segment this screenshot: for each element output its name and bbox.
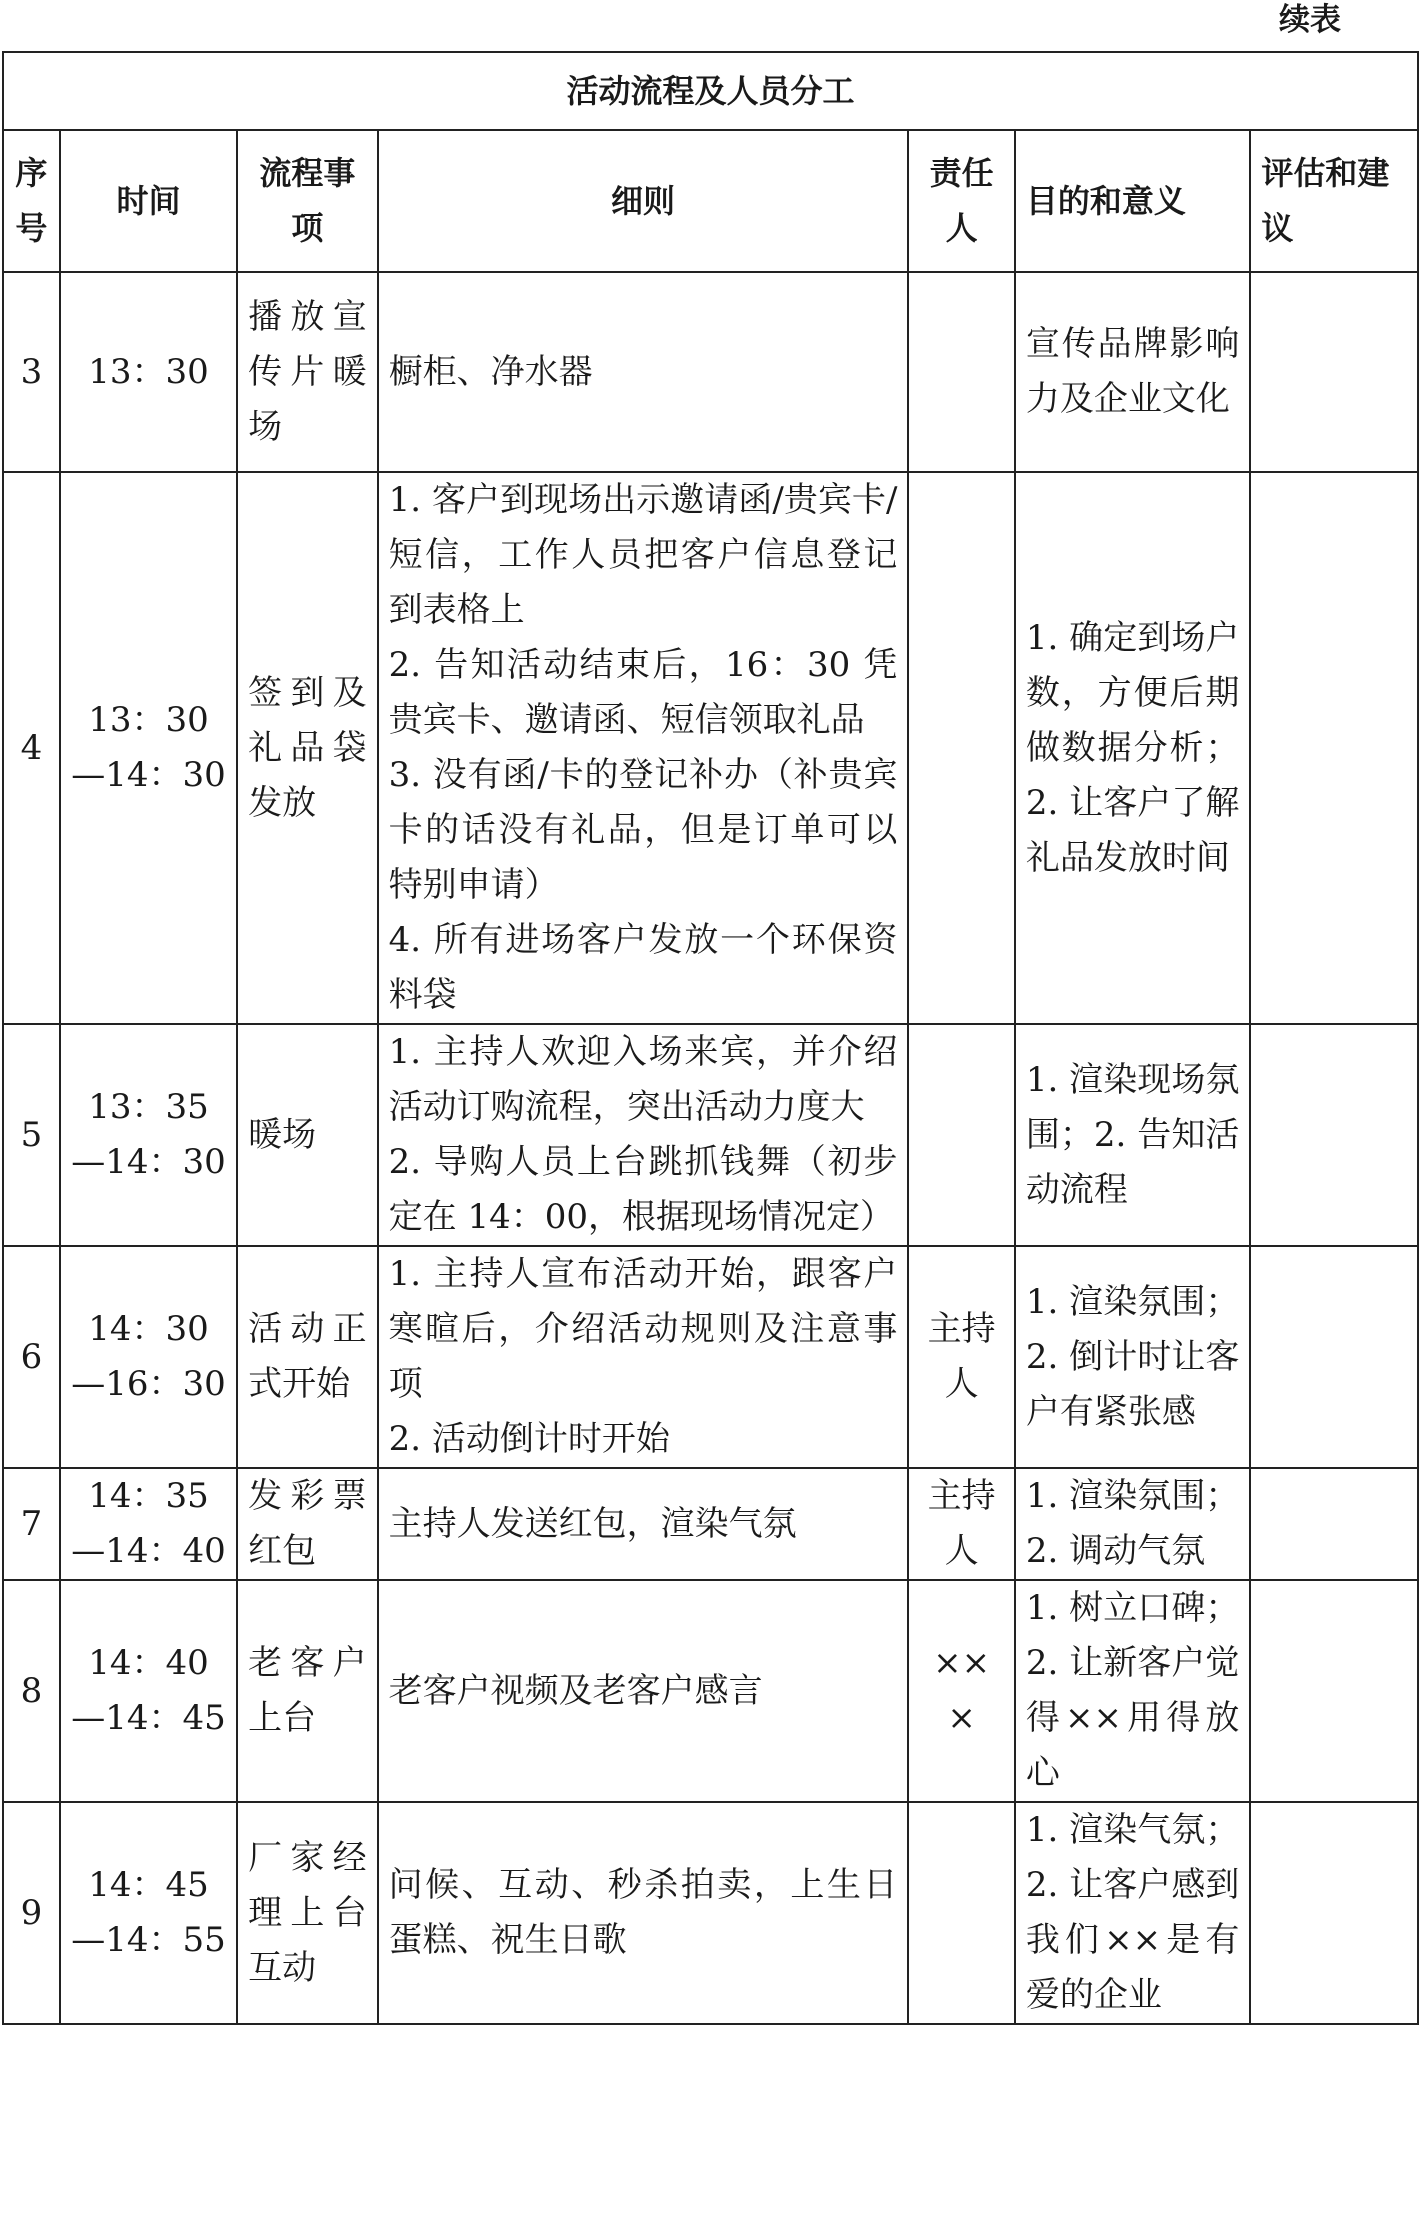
row-number: 4	[3, 472, 60, 1024]
table-row	[3, 1802, 1418, 2024]
table-row	[3, 472, 1418, 1024]
detail-line: 1. 主持人宣布活动开始，跟客户寒暄后，介绍活动规则及注意事项	[388, 1254, 898, 1404]
time-line: —16：30	[71, 1364, 226, 1404]
header-purpose: 目的和意义	[1015, 130, 1251, 272]
row-owner	[908, 272, 1014, 472]
row-eval	[1250, 1024, 1418, 1246]
detail-line: 2. 告知活动结束后，16：30 凭贵宾卡、邀请函、短信领取礼品	[388, 645, 898, 740]
row-number: 8	[3, 1580, 60, 1802]
time-line: —14：45	[71, 1698, 226, 1738]
schedule-table	[2, 51, 1419, 2025]
table-row	[3, 1468, 1418, 1580]
time-line: 13：30	[88, 351, 209, 392]
header-no: 序号	[3, 130, 60, 272]
detail-line: 主持人发送红包，渲染气氛	[388, 1503, 797, 1544]
row-number: 9	[3, 1802, 60, 2024]
row-time	[60, 1246, 237, 1468]
row-eval	[1250, 1802, 1418, 2024]
row-detail	[378, 1246, 909, 1468]
header-owner: 责任人	[908, 130, 1014, 272]
row-purpose: 1. 渲染气氛；2. 让客户感到我们××是有爱的企业	[1015, 1802, 1251, 2024]
row-item: 老客户上台	[237, 1580, 377, 1802]
detail-line: 老客户视频及老客户感言	[388, 1670, 763, 1711]
time-line: —14：55	[71, 1920, 226, 1960]
row-number: 6	[3, 1246, 60, 1468]
row-eval	[1250, 472, 1418, 1024]
row-item: 播放宣传片暖场	[237, 272, 377, 472]
row-number: 5	[3, 1024, 60, 1246]
header-eval: 评估和建议	[1250, 130, 1418, 272]
row-detail	[378, 1580, 909, 1802]
detail-line: 1. 主持人欢迎入场来宾，并介绍活动订购流程，突出活动力度大	[388, 1032, 898, 1127]
row-purpose: 宣传品牌影响力及企业文化	[1015, 272, 1251, 472]
row-detail	[378, 272, 909, 472]
detail-line: 1. 客户到现场出示邀请函/贵宾卡/短信，工作人员把客户信息登记到表格上	[388, 480, 898, 630]
row-purpose: 1. 渲染氛围；2. 倒计时让客户有紧张感	[1015, 1246, 1251, 1468]
row-owner	[908, 472, 1014, 1024]
table-body	[3, 272, 1418, 2024]
detail-line: 问候、互动、秒杀拍卖，上生日蛋糕、祝生日歌	[388, 1865, 898, 1960]
time-line: —14：40	[71, 1531, 226, 1571]
detail-line: 橱柜、净水器	[388, 351, 593, 392]
header-row	[3, 130, 1418, 272]
row-eval	[1250, 1580, 1418, 1802]
row-item: 活动正式开始	[237, 1246, 377, 1468]
row-number: 7	[3, 1468, 60, 1580]
row-owner: 主持人	[908, 1468, 1014, 1580]
row-eval	[1250, 1246, 1418, 1468]
row-purpose: 1. 树立口碑；2. 让新客户觉得××用得放心	[1015, 1580, 1251, 1802]
header-time: 时间	[60, 130, 237, 272]
row-time	[60, 272, 237, 472]
table-row	[3, 272, 1418, 472]
row-time	[60, 472, 237, 1024]
row-purpose: 1. 渲染现场氛围；2. 告知活动流程	[1015, 1024, 1251, 1246]
row-number: 3	[3, 272, 60, 472]
row-owner	[908, 1802, 1014, 2024]
row-owner: ×××	[908, 1580, 1014, 1802]
row-detail	[378, 1802, 909, 2024]
header-detail: 细则	[378, 130, 909, 272]
table-title: 活动流程及人员分工	[3, 52, 1418, 130]
row-owner: 主持人	[908, 1246, 1014, 1468]
time-line: —14：30	[71, 755, 226, 795]
row-detail	[378, 472, 909, 1024]
detail-line: 4. 所有进场客户发放一个环保资料袋	[388, 920, 898, 1015]
time-line: 13：30	[88, 700, 209, 740]
row-detail	[378, 1468, 909, 1580]
row-eval	[1250, 1468, 1418, 1580]
time-line: 14：40	[88, 1643, 209, 1683]
row-item: 厂家经理上台互动	[237, 1802, 377, 2024]
time-line: —14：30	[71, 1142, 226, 1182]
detail-line: 2. 导购人员上台跳抓钱舞（初步定在 14：00，根据现场情况定）	[388, 1142, 898, 1237]
detail-line: 3. 没有函/卡的登记补办（补贵宾卡的话没有礼品，但是订单可以特别申请）	[388, 755, 898, 905]
row-item: 签到及礼品袋发放	[237, 472, 377, 1024]
row-time	[60, 1802, 237, 2024]
row-time	[60, 1024, 237, 1246]
time-line: 14：30	[88, 1309, 209, 1349]
row-time	[60, 1468, 237, 1580]
row-purpose: 1. 确定到场户数，方便后期做数据分析；2. 让客户了解礼品发放时间	[1015, 472, 1251, 1024]
row-detail	[378, 1024, 909, 1246]
table-row	[3, 1580, 1418, 1802]
table-row	[3, 1246, 1418, 1468]
row-item: 发彩票红包	[237, 1468, 377, 1580]
row-purpose: 1. 渲染氛围；2. 调动气氛	[1015, 1468, 1251, 1580]
header-item: 流程事项	[237, 130, 377, 272]
table-row	[3, 1024, 1418, 1246]
row-owner	[908, 1024, 1014, 1246]
row-time	[60, 1580, 237, 1802]
time-line: 14：35	[88, 1476, 209, 1516]
row-eval	[1250, 272, 1418, 472]
time-line: 13：35	[88, 1087, 209, 1127]
continued-label: 续表	[1279, 2, 1341, 38]
row-item: 暖场	[237, 1024, 377, 1246]
detail-line: 2. 活动倒计时开始	[388, 1419, 670, 1459]
time-line: 14：45	[88, 1865, 209, 1905]
